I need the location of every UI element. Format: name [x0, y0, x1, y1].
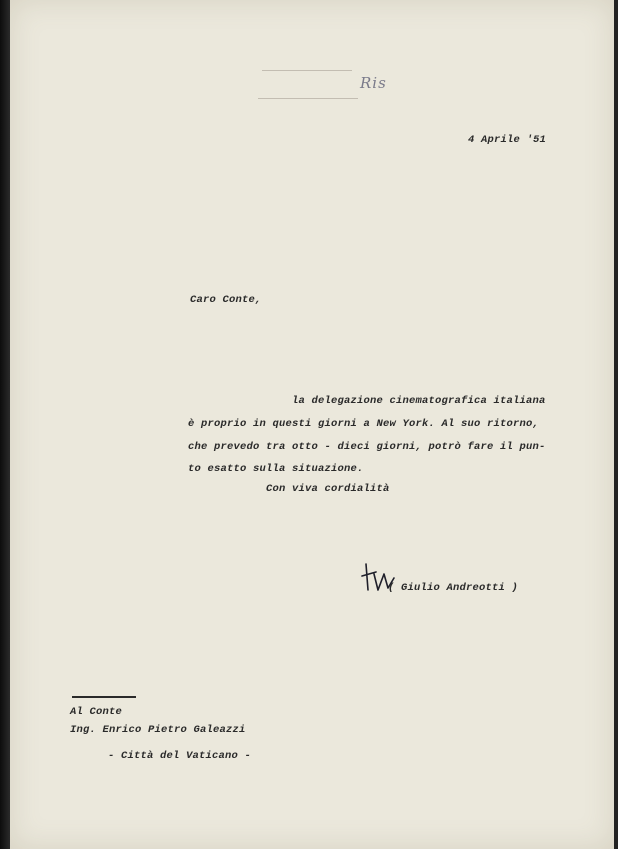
recipient-divider	[72, 696, 136, 698]
recipient-line-1: Al Conte	[70, 706, 123, 718]
body-line-2: è proprio in questi giorni a New York. Al suo ritorno,	[188, 418, 540, 430]
faint-header-line	[262, 70, 352, 71]
handwritten-note: Ris	[360, 74, 387, 92]
document-page	[10, 0, 614, 849]
scan-right-edge	[614, 0, 618, 849]
recipient-line-2: Ing. Enrico Pietro Galeazzi	[70, 724, 246, 736]
signature-typed-name: ( Giulio Andreotti )	[388, 582, 519, 594]
letter-date: 4 Aprile '51	[468, 134, 547, 146]
body-line-1: la delegazione cinematografica italiana	[292, 395, 546, 407]
body-line-4: to esatto sulla situazione.	[188, 463, 364, 475]
closing: Con viva cordialità	[266, 483, 390, 495]
faint-header-line	[258, 98, 358, 99]
scan-left-edge	[0, 0, 10, 849]
salutation: Caro Conte,	[190, 294, 262, 306]
recipient-line-3: - Città del Vaticano -	[108, 750, 252, 762]
body-line-3: che prevedo tra otto - dieci giorni, potrò fare il pun-	[188, 441, 546, 453]
